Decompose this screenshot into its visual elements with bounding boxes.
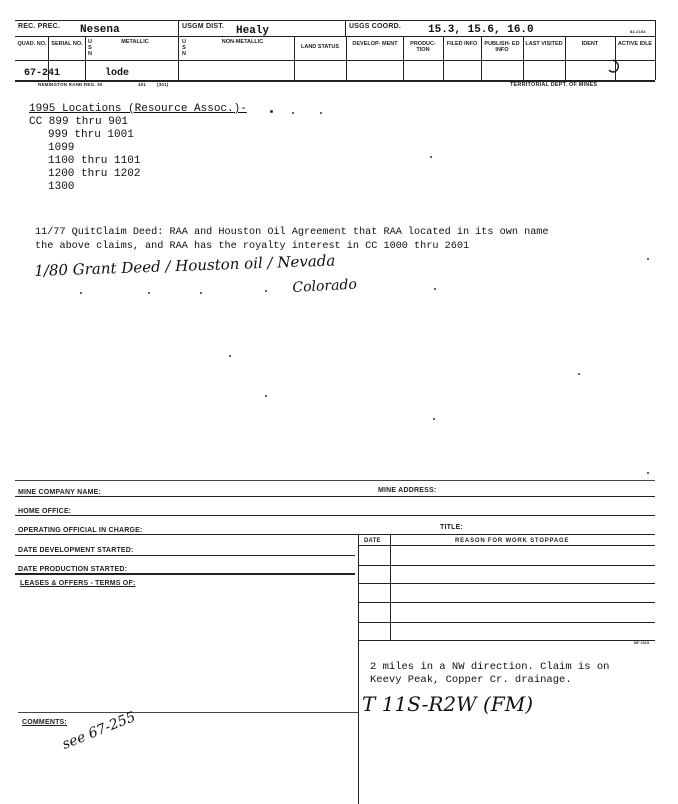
location-line: 1300 [48, 181, 75, 193]
col-usn: U S N [88, 39, 92, 57]
col-publish-info: PUBLISH- ED INFO [484, 41, 520, 53]
col-usn-2: U S N [182, 39, 186, 57]
col-filed-info: FILED INFO [446, 41, 478, 47]
col-serial-no: SERIAL NO. [51, 41, 83, 47]
col-quad-no: QUAD. NO. [17, 41, 47, 47]
usgm-dist-value: Healy [236, 25, 270, 37]
stoppage-date-header: DATE [364, 538, 381, 544]
title-label: TITLE: [440, 524, 463, 531]
footer-left: REMINGTON RAND REG. 30 [38, 82, 103, 87]
serial-value: 67-241 [24, 68, 61, 79]
usgs-coord-value: 15.3, 15.6, 16.0 [428, 24, 534, 36]
leases-offers-label: LEASES & OFFERS - TERMS OF: [20, 580, 136, 587]
footer-right: TERRITORIAL DEPT. OF MINES [510, 82, 598, 88]
location-line: 999 thru 1001 [48, 129, 134, 141]
col-ident: IDENT [581, 41, 599, 47]
col-active-idle: ACTIVE IDLE [617, 41, 653, 47]
operating-official-label: OPERATING OFFICIAL IN CHARGE: [18, 527, 143, 534]
rec-prec-value: Nesena [80, 24, 120, 36]
metallic-value: lode [105, 68, 130, 79]
form-number: 82.2154 [630, 29, 646, 34]
col-production: PRODUC- TION [410, 41, 436, 53]
mine-company-label: MINE COMPANY NAME: [18, 489, 102, 496]
location-line: 1100 thru 1101 [48, 155, 141, 167]
checkmark-icon [605, 58, 629, 78]
comments-label: COMMENTS: [22, 719, 67, 726]
date-development-label: DATE DEVELOPMENT STARTED: [18, 547, 134, 554]
handwritten-township: T 11S-R2W (FM) [362, 692, 533, 716]
rec-prec-label: REC. PREC. [18, 23, 61, 30]
handwritten-grant-deed: 1/80 Grant Deed / Houston oil / Nevada [34, 251, 336, 280]
quitclaim-note-line-2: the above claims, and RAA has the royalty interest in CC 1000 thru 2601 [35, 241, 470, 252]
form-code: MF 2015 [634, 641, 650, 645]
date-production-label: DATE PRODUCTION STARTED: [18, 566, 128, 573]
locations-heading: 1995 Locations (Resource Assoc.)- [29, 103, 247, 115]
quitclaim-note-line-1: 11/77 QuitClaim Deed: RAA and Houston Oil Agreement that RAA located in its own name [35, 227, 549, 238]
col-non-metallic: NON-METALLIC [221, 39, 264, 45]
handwritten-see-reference: see 67-255 [60, 708, 138, 753]
home-office-label: HOME OFFICE: [18, 508, 72, 515]
col-development: DEVELOP- MENT [352, 41, 398, 47]
footer-mid-2: (301) [157, 82, 169, 87]
col-last-visited: LAST VISITED [525, 41, 563, 47]
mine-address-label: MINE ADDRESS: [378, 487, 437, 494]
handwritten-colorado: Colorado [292, 276, 358, 296]
location-line: CC 899 thru 901 [29, 116, 129, 128]
location-line: 1200 thru 1202 [48, 168, 141, 180]
location-line: 1099 [48, 142, 75, 154]
stoppage-reason-header: REASON FOR WORK STOPPAGE [455, 538, 570, 544]
usgs-coord-label: USGS COORD. [349, 23, 401, 30]
usgm-dist-label: USGM DIST. [182, 23, 225, 30]
col-metallic: METALLIC [121, 39, 149, 45]
col-land-status: LAND STATUS [301, 44, 339, 50]
footer-mid: 401 [138, 82, 147, 87]
location-note-line-2: Keevy Peak, Copper Cr. drainage. [370, 674, 572, 686]
location-note-line-1: 2 miles in a NW direction. Claim is on [370, 661, 610, 673]
